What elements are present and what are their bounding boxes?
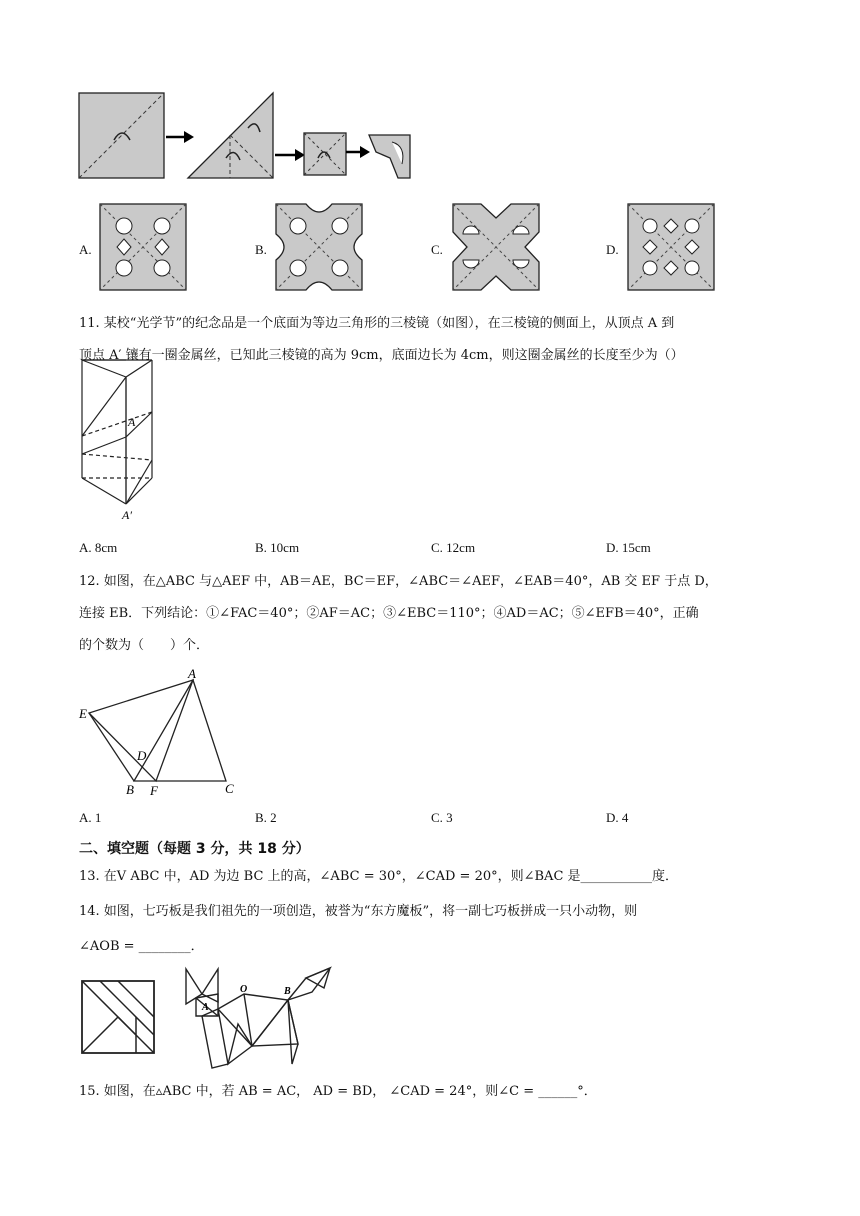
q10-option-b-letter: B.	[255, 242, 267, 257]
q11-option-d: D. 15cm	[606, 540, 651, 555]
q14-tangram-animal-figure	[182, 964, 342, 1074]
q11-text-line1: 11. 某校“光学节”的纪念品是一个底面为等边三角形的三棱镜（如图），在三棱镜的侧面上，从顶点 A 到	[79, 316, 675, 331]
q10-option-b-figure	[276, 204, 366, 294]
q12-triangle-figure	[76, 666, 256, 796]
q12-option-b: B. 2	[255, 810, 277, 825]
q11-option-a: A. 8cm	[79, 540, 118, 555]
q12-label-d: D	[137, 748, 147, 763]
q15-text: 15. 如图，在▵ABC 中，若 AB = AC， AD = BD， ∠CAD = 24°，则∠C = ______°．	[79, 1084, 597, 1099]
q12-label-b: B	[126, 782, 134, 797]
q12-text-line2: 连接 EB．下列结论：①∠FAC＝40°；②AF＝AC；③∠EBC＝110°；④AD＝AC；⑤∠EFB＝40°，正确	[79, 606, 699, 621]
q10-option-d-figure	[628, 204, 718, 294]
q11-label-a-prime: A′	[122, 508, 132, 522]
q12-option-a: A. 1	[79, 810, 102, 825]
q12-option-d: D. 4	[606, 810, 629, 825]
section-2-title: 二、填空题（每题 3 分，共 18 分）	[79, 841, 310, 857]
q14-text-line1: 14. 如图，七巧板是我们祖先的一项创造，被誉为“东方魔板”，将一副七巧板拼成一只小动物，则	[79, 904, 638, 919]
folded-square-figure	[0, 0, 860, 200]
q10-option-c-figure	[453, 204, 543, 294]
q10-option-d-letter: D.	[606, 242, 619, 257]
q11-prism-figure	[76, 352, 196, 532]
q10-option-a-figure	[100, 204, 190, 294]
q14-label-a: A	[202, 1002, 209, 1013]
q12-label-a: A	[188, 666, 196, 681]
q14-text-line2: ∠AOB = ________．	[79, 939, 204, 954]
q14-label-b: B	[284, 986, 291, 997]
q12-option-c: C. 3	[431, 810, 453, 825]
q11-option-c: C. 12cm	[431, 540, 476, 555]
q14-tangram-square-figure	[80, 979, 160, 1059]
q13-text: 13. 在V ABC 中，AD 为边 BC 上的高，∠ABC = 30°，∠CAD = 20°，则∠BAC 是___________度．	[79, 869, 679, 884]
q12-label-f: F	[150, 783, 158, 798]
q11-option-b: B. 10cm	[255, 540, 300, 555]
q11-text-line2: 顶点 A′ 镶有一圈金属丝，已知此三棱镜的高为 9cm，底面边长为 4cm，则这圈金属丝的长度至少为（）	[79, 348, 684, 363]
q12-label-c: C	[225, 781, 234, 796]
q10-option-c-letter: C.	[431, 242, 443, 257]
q14-label-o: O	[240, 984, 248, 995]
q12-text-line1: 12. 如图，在△ABC 与△AEF 中，AB＝AE，BC＝EF，∠ABC＝∠AEF，∠EAB＝40°，AB 交 EF 于点 D，	[79, 574, 718, 589]
q12-label-e: E	[79, 706, 87, 721]
q12-text-line3: 的个数为（ ）个．	[79, 638, 210, 653]
q11-label-a: A	[128, 415, 136, 429]
q10-option-a-letter: A.	[79, 242, 92, 257]
